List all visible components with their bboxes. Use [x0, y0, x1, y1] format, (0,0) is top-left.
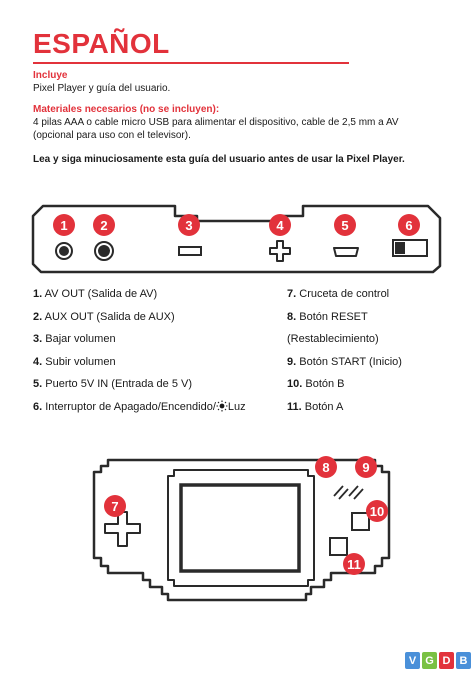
badge-11: 11 [343, 553, 365, 575]
includes-text: Pixel Player y guía del usuario. [33, 83, 171, 94]
watermark-letter: B [456, 652, 471, 669]
badge-6: 6 [398, 214, 420, 236]
list-item: 8. Botón RESET [287, 310, 368, 323]
watermark-letter: G [422, 652, 437, 669]
badge-8: 8 [315, 456, 337, 478]
materials-line-1: 4 pilas AAA o cable micro USB para alimentar el dispositivo, cable de 2,5 mm a AV [33, 117, 399, 128]
list-item: 2. AUX OUT (Salida de AUX) [33, 310, 175, 323]
badge-2: 2 [93, 214, 115, 236]
materials-heading: Materiales necesarios (no se incluyen): [33, 104, 220, 115]
notice-text: Lea y siga minuciosamente esta guía del usuario antes de usar la Pixel Player. [33, 154, 405, 165]
page-title: ESPAÑOL [33, 28, 170, 59]
watermark-letter: V [405, 652, 420, 669]
list-item: 1. AV OUT (Salida de AV) [33, 288, 158, 300]
badge-5: 5 [334, 214, 356, 236]
includes-heading: Incluye [33, 70, 68, 81]
badge-10: 10 [366, 500, 388, 522]
badge-4: 4 [269, 214, 291, 236]
list-item: 9. Botón START (Inicio) [287, 355, 402, 368]
list-item: 6. Interruptor de Apagado/Encendido/ Luz [33, 400, 246, 413]
vgdb-watermark [405, 652, 471, 669]
list-item: 11. Botón A [287, 400, 344, 413]
badge-9: 9 [355, 456, 377, 478]
materials-line-2: (opcional para uso con el televisor). [33, 130, 191, 141]
badge-3: 3 [178, 214, 200, 236]
list-item: 4. Subir volumen [33, 355, 116, 368]
badge-7: 7 [104, 495, 126, 517]
list-item: 5. Puerto 5V IN (Entrada de 5 V) [33, 378, 192, 391]
list-item: 3. Bajar volumen [33, 333, 116, 346]
list-item: 10. Botón B [287, 378, 345, 391]
badge-1: 1 [53, 214, 75, 236]
list-item: (Restablecimiento) [287, 333, 379, 346]
list-item: 7. Cruceta de control [287, 288, 390, 300]
watermark-letter: D [439, 652, 454, 669]
